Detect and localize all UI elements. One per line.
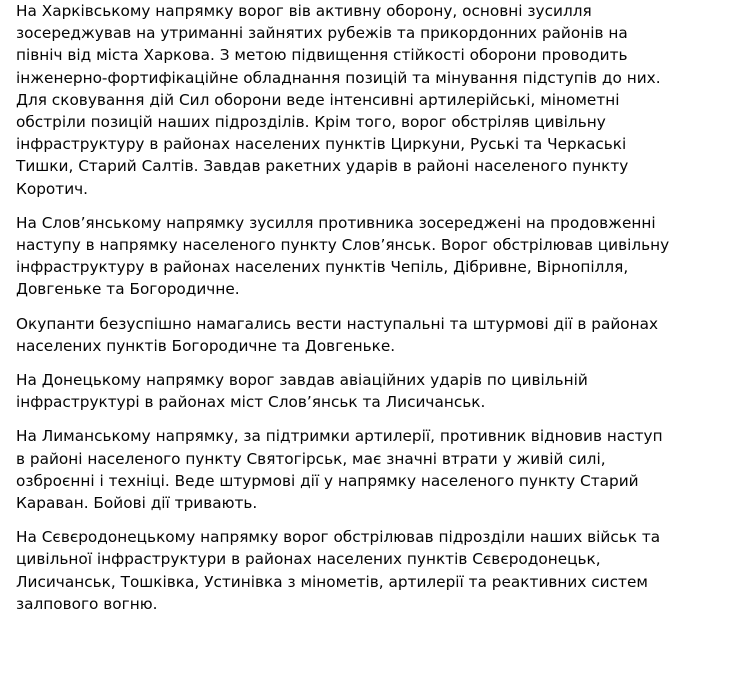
paragraph-sievierodonetsk-direction: На Сєвєродонецькому напрямку ворог обстрілював підрозділи наших військ та цивільної інфраструктури в районах населених пунктів Сєвєродонецьк, Лисичанськ, Тошківка, Устинівка з мінометів, артилерії та реактивних систем залпового вогню.: [16, 528, 661, 613]
paragraph-spacer: [16, 301, 722, 313]
paragraph-spacer: [16, 413, 722, 425]
paragraph-spacer: [16, 200, 722, 212]
paragraph-spacer: [16, 357, 722, 369]
post-text-body: [16, 0, 722, 615]
paragraph-donetsk-direction: На Донецькому напрямку ворог завдав авіаційних ударів по цивільній інфраструктурі в районах міст Слов’янськ та Лисичанськ.: [16, 371, 588, 412]
paragraph-kharkiv-direction: На Харківському напрямку ворог вів активну оборону, основні зусилля зосереджував на утриманні зайнятих рубежів та прикордонних районів на північ від міста Харкова. З метою підвищення стійкості оборони проводить інженерно-фортифікаційне обладнання позицій та мінування підступів до них. Для сковування дій Сил оборони веде інтенсивні артилерійські, мінометні обстріли позицій наших підрозділів. Крім того, ворог обстріляв цивільну інфраструктуру в районах населених пунктів Циркуни, Руські та Черкаські Тишки, Старий Салтів. Завдав ракетних ударів в районі населеного пункту Коротич.: [16, 2, 661, 198]
paragraph-sloviansk-direction: На Слов’янському напрямку зусилля противника зосереджені на продовженні наступу в напрямку населеного пункту Слов’янськ. Ворог обстрілював цивільну інфраструктуру в районах населених пунктів Чепіль, Дібривне, Вірнопілля, Довгеньке та Богородичне.: [16, 213, 670, 299]
paragraph-occupiers-attempts: Окупанти безуспішно намагались вести наступальні та штурмові дії в районах населених пунктів Богородичне та Довгеньке.: [16, 314, 659, 355]
paragraph-spacer: [16, 514, 722, 526]
paragraph-lyman-direction: На Лиманському напрямку, за підтримки артилерії, противник відновив наступ в районі населеного пункту Святогірськ, має значні втрати у живій силі, озброєнні і техніці. Веде штурмові дії у напрямку населеного пункту Старий Караван. Бойові дії тривають.: [16, 427, 663, 513]
